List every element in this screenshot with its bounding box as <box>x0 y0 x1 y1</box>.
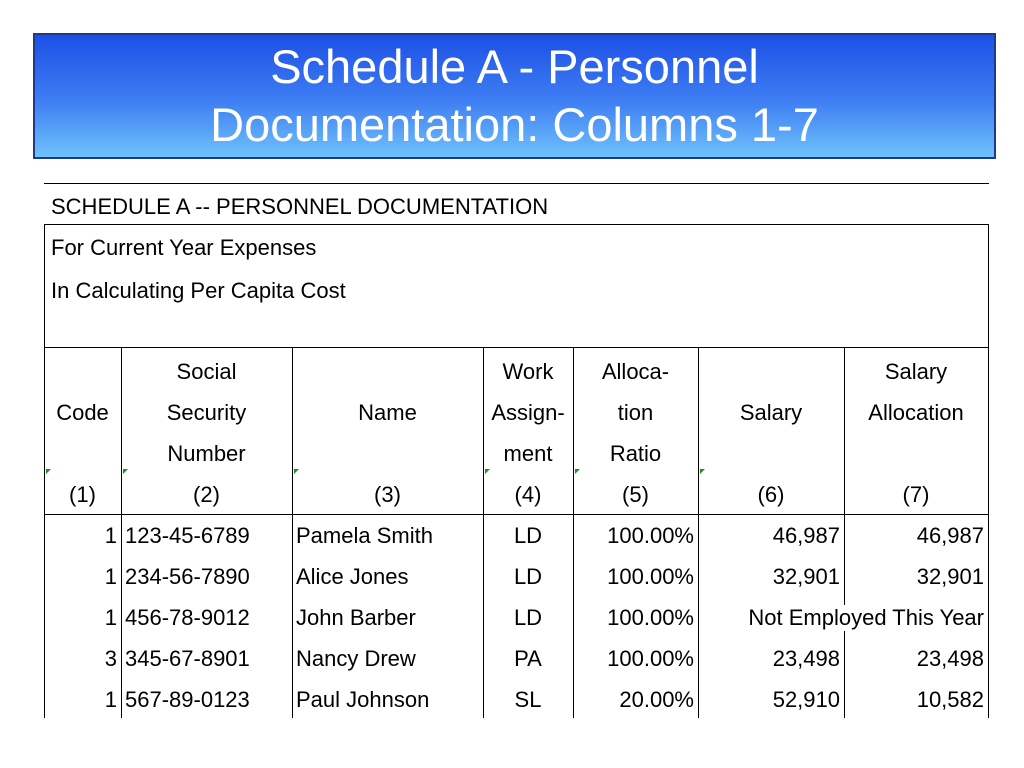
cell-salary: 32,901 <box>772 564 840 589</box>
sheet-subheading-2: In Calculating Per Capita Cost <box>51 278 346 303</box>
column-header-text: tion <box>617 400 654 425</box>
cell-salary: 23,498 <box>772 646 840 671</box>
cell-name: John Barber <box>296 605 416 630</box>
column-header-text: Ratio <box>609 441 662 466</box>
column-number: (6) <box>757 482 785 507</box>
column-header-text: Social <box>176 359 237 384</box>
cell-ssn: 234-56-7890 <box>125 564 250 589</box>
cell-assignment: LD <box>513 564 543 589</box>
cell-salary: 46,987 <box>772 523 840 548</box>
sheet-heading: SCHEDULE A -- PERSONNEL DOCUMENTATION <box>51 194 549 219</box>
cell-ssn: 123-45-6789 <box>125 523 250 548</box>
cell-code: 3 <box>104 646 117 671</box>
cell-assignment: PA <box>514 646 542 671</box>
cell-allocation: 23,498 <box>916 646 984 671</box>
column-header-text: Assign- <box>491 400 565 425</box>
column-header-text: Salary <box>739 400 803 425</box>
column-number: (1) <box>69 482 96 507</box>
cell-assignment: LD <box>513 523 543 548</box>
cell-comment-marker <box>46 469 51 474</box>
column-header-text: Name <box>358 400 417 425</box>
cell-comment-marker <box>485 469 490 474</box>
column-header-text: ment <box>503 441 553 466</box>
column-header-text: Allocation <box>868 400 964 425</box>
column-number: (7) <box>902 482 930 507</box>
cell-assignment: SL <box>514 687 542 712</box>
cell-ssn: 345-67-8901 <box>125 646 250 671</box>
cell-name: Pamela Smith <box>296 523 433 548</box>
cell-code: 1 <box>104 687 117 712</box>
slide-title-banner <box>33 33 996 159</box>
header-bottom-rule <box>44 514 989 515</box>
cell-comment-marker <box>700 469 705 474</box>
slide-title-line-2: Documentation: Columns 1-7 <box>210 98 819 151</box>
column-header-text: Alloca- <box>601 359 670 384</box>
column-header-text: Security <box>166 400 247 425</box>
column-header-text: Code <box>56 400 109 425</box>
cell-salary: 52,910 <box>772 687 840 712</box>
column-number: (4) <box>514 482 542 507</box>
cell-ratio: 100.00% <box>607 646 694 671</box>
cell-ssn: 567-89-0123 <box>125 687 250 712</box>
cell-assignment: LD <box>513 605 543 630</box>
cell-allocation: 32,901 <box>916 564 984 589</box>
cell-name: Nancy Drew <box>296 646 416 671</box>
cell-code: 1 <box>104 523 117 548</box>
cell-ssn: 456-78-9012 <box>125 605 250 630</box>
column-number: (5) <box>622 482 649 507</box>
column-number: (2) <box>193 482 220 507</box>
sheet-top-rule <box>44 183 989 184</box>
cell-comment-marker <box>123 469 128 474</box>
cell-name: Paul Johnson <box>296 687 430 712</box>
column-number: (3) <box>374 482 401 507</box>
cell-code: 1 <box>104 564 117 589</box>
slide-title-line-1: Schedule A - Personnel <box>270 40 759 93</box>
cell-code: 1 <box>104 605 117 630</box>
cell-ratio: 100.00% <box>607 523 694 548</box>
cell-allocation: 10,582 <box>916 687 984 712</box>
cell-comment-marker <box>294 469 299 474</box>
cell-ratio: 100.00% <box>607 605 694 630</box>
cell-name: Alice Jones <box>296 564 409 589</box>
cell-ratio: 100.00% <box>607 564 694 589</box>
cell-note: Not Employed This Year <box>701 605 984 631</box>
cell-comment-marker <box>575 469 580 474</box>
column-header-text: Number <box>167 441 246 466</box>
column-header-text: Work <box>502 359 554 384</box>
cell-ratio: 20.00% <box>619 687 694 712</box>
sheet-subheading-1: For Current Year Expenses <box>51 235 317 260</box>
column-header-text: Salary <box>884 359 948 384</box>
cell-allocation: 46,987 <box>916 523 984 548</box>
header-top-rule <box>44 347 989 348</box>
